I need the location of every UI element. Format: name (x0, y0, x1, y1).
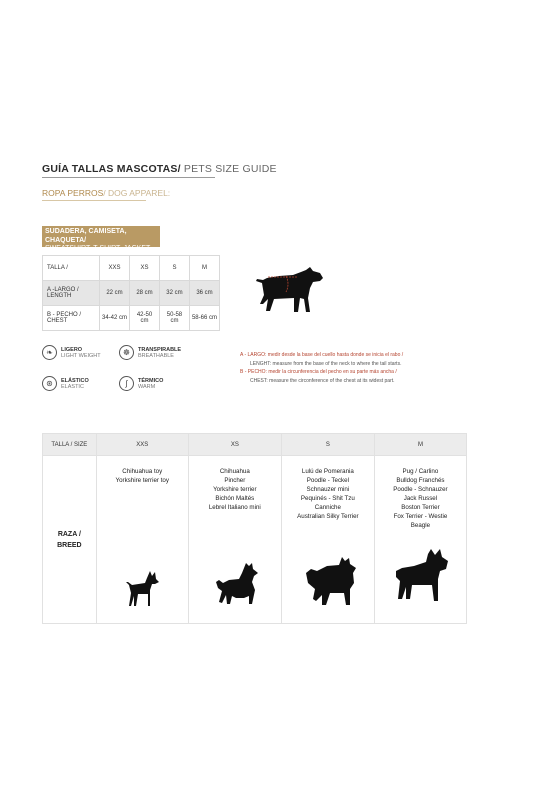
french-bulldog-icon (389, 547, 451, 609)
breed-header-xs: XS (188, 434, 281, 456)
feature-elastic: ELÁSTICO ELASTIC (61, 378, 89, 390)
size-header-xs: XS (130, 256, 160, 281)
title-divider (42, 177, 215, 178)
breed-row-label: RAZA / BREED (43, 456, 97, 624)
table-row: B - PECHO / CHEST 34-42 cm 42-50 cm 50-58 cm 58-66 cm (43, 306, 220, 331)
product-type-label: SUDADERA, CAMISETA, CHAQUETA/ SWEATSHIRT, T-SHIRT, JACKET (42, 226, 160, 247)
size-header-label: TALLA / (43, 256, 100, 281)
breathable-icon: ☸ (119, 345, 134, 360)
table-row: A -LARGO / LENGTH 22 cm 28 cm 32 cm 36 cm (43, 281, 220, 306)
breed-list-xs: Chihuahua Pincher Yorkshire terrier Bichón Maltés Lebrel Italiano mini (188, 456, 281, 624)
pomeranian-dog-icon (302, 555, 358, 607)
feature-light: LIGERO LIGHT WEIGHT (61, 347, 101, 359)
page-title: GUÍA TALLAS MASCOTAS/ PETS SIZE GUIDE (42, 163, 277, 175)
feature-breathable: TRANSPIRABLE BREATHABLE (138, 347, 182, 359)
size-table (42, 255, 220, 331)
measurement-dog-icon (246, 266, 324, 320)
feature-warm: TÉRMICO WARM (138, 378, 164, 390)
thermometer-icon: ∫ (119, 376, 134, 391)
feather-icon: ❧ (42, 345, 57, 360)
breed-list-s: Lulú de Pomerania Poodle - Teckel Schnauzer mini Pequinés - Shit Tzu Canniche Australian Silky Terrier (281, 456, 374, 624)
breed-header-s: S (281, 434, 374, 456)
size-header-m: M (189, 256, 219, 281)
breed-list-xxs: Chihuahua toy Yorkshire terrier toy (96, 456, 188, 624)
subtitle-divider (42, 200, 146, 201)
page-subtitle: ROPA PERROS/ DOG APPAREL: (42, 188, 171, 198)
measurement-notes: A - LARGO: medir desde la base del cuello hasta donde se inicia el rabo / LENGHT: measure from the base of the neck to where the tail starts. B - PECHO: medir la circunferencia del pecho en su parte más ancha / CHEST: measure the circonference of the chest at its widest part. (240, 352, 404, 384)
yorkshire-dog-icon (210, 560, 260, 606)
elastic-icon: ⊛ (42, 376, 57, 391)
size-header-xxs: XXS (100, 256, 130, 281)
chihuahua-icon (124, 569, 160, 607)
breed-header-xxs: XXS (96, 434, 188, 456)
size-header-s: S (159, 256, 189, 281)
breed-header-label: TALLA / SIZE (43, 434, 97, 456)
breed-header-m: M (374, 434, 466, 456)
breed-list-m: Pug / Carlino Bulldog Franchés Poodle - Schnauzer Jack Russel Boston Terrier Fox Terrier - Westie Beagle (374, 456, 466, 624)
